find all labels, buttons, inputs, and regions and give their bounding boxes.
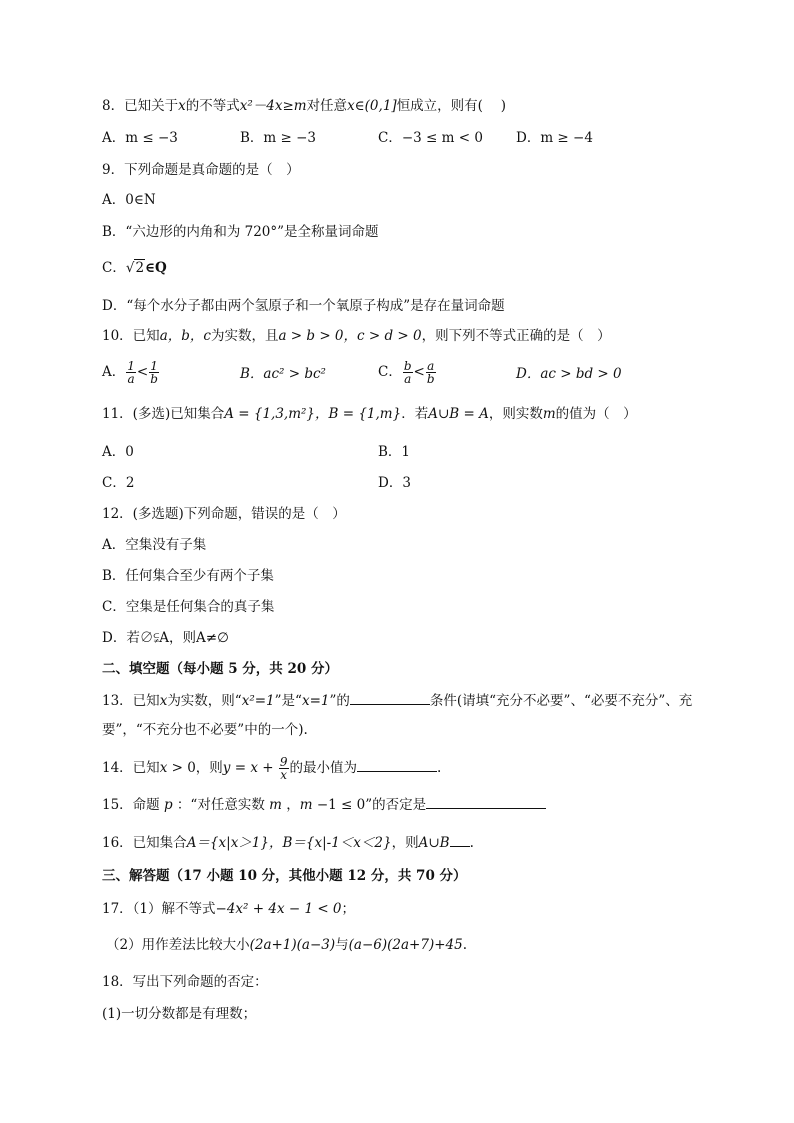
answer-blank-16[interactable] bbox=[450, 832, 470, 847]
question-13-line-2: 要”，“不充分也不必要”中的一个). bbox=[102, 722, 308, 738]
question-18-stem: 18．写出下列命题的否定： bbox=[102, 974, 268, 990]
question-11-stem: 11．(多选)已知集合A = {1,3,m²}，B = {1,m}．若A∪B = A，则实数m的值为（ ） bbox=[102, 406, 637, 422]
question-12-option-d: D．若∅⫋A，则A≠∅ bbox=[102, 630, 229, 646]
question-11-option-b: B．1 bbox=[378, 444, 411, 460]
question-10-option-a: A． $\frac{1}{a}$ < $\frac{1}{b}$ bbox=[102, 359, 158, 386]
question-18-item-1: (1)一切分数都是有理数； bbox=[102, 1006, 257, 1022]
question-8-option-c: C．−3 ≤ m < 0 bbox=[378, 130, 483, 146]
question-14: 14．已知x > 0，则y = x + $\frac{9}{x}$ 的最小值为 . bbox=[102, 755, 442, 782]
answer-blank-15[interactable] bbox=[426, 794, 546, 809]
question-8-option-a: A．m ≤ −3 bbox=[102, 130, 178, 146]
question-12-option-a: A．空集没有子集 bbox=[102, 537, 207, 553]
question-11-option-a: A．0 bbox=[102, 444, 134, 460]
question-8-stem: 8．已知关于x的不等式x²－4x≥m对任意x∈(0,1]恒成立，则有( ) bbox=[102, 98, 507, 114]
question-9-option-b: B．“六边形的内角和为 720°”是全称量词命题 bbox=[102, 224, 379, 240]
question-10-stem: 10．已知a，b，c为实数，且a > b > 0，c > d > 0，则下列不等式正确的是（ ） bbox=[102, 328, 611, 344]
question-10-option-c: C． $\frac{b}{a}$ < $\frac{a}{b}$ bbox=[378, 359, 435, 386]
question-9-option-d: D．“每个水分子都由两个氢原子和一个氧原子构成”是存在量词命题 bbox=[102, 298, 505, 314]
question-8-option-b: B．m ≥ −3 bbox=[240, 130, 317, 146]
question-12-option-b: B．任何集合至少有两个子集 bbox=[102, 568, 274, 584]
section-3-heading: 三、解答题（17 小题 10 分，其他小题 12 分，共 70 分） bbox=[102, 868, 467, 884]
question-9-option-c: C．√2∈Q bbox=[102, 260, 167, 276]
question-17-part-2: （2）用作差法比较大小(2a+1)(a−3)与(a−6)(2a+7)+45. bbox=[106, 937, 467, 953]
question-9-option-a: A．0∈N bbox=[102, 192, 156, 208]
sqrt-symbol: √2 bbox=[125, 260, 145, 276]
answer-blank-14[interactable] bbox=[357, 757, 437, 772]
question-11-option-c: C．2 bbox=[102, 475, 135, 491]
answer-blank-13[interactable] bbox=[350, 690, 430, 705]
question-9-stem: 9．下列命题是真命题的是（ ） bbox=[102, 162, 300, 178]
question-8-option-d: D．m ≥ −4 bbox=[516, 130, 593, 146]
question-17-part-1: 17．（1）解不等式−4x² + 4x − 1 < 0； bbox=[102, 901, 356, 917]
question-16: 16．已知集合A＝{x|x＞1}，B＝{x|-1＜x＜2}，则A∪B . bbox=[102, 832, 474, 853]
question-10-option-d: D．ac > bd > 0 bbox=[516, 366, 622, 382]
question-13-line-1: 13．已知x为实数，则“x²=1”是“x=1”的 条件(请填“充分不必要”、“必要不充分”、充 bbox=[102, 690, 692, 711]
question-12-stem: 12．(多选题)下列命题，错误的是（ ） bbox=[102, 506, 346, 522]
question-15: 15．命题 p ：“对任意实数 m ，m −1 ≤ 0”的否定是 bbox=[102, 794, 546, 815]
question-12-option-c: C．空集是任何集合的真子集 bbox=[102, 599, 275, 615]
section-2-heading: 二、填空题（每小题 5 分，共 20 分） bbox=[102, 661, 338, 677]
question-11-option-d: D．3 bbox=[378, 475, 411, 491]
question-10-option-b: B．ac² > bc² bbox=[240, 366, 326, 382]
